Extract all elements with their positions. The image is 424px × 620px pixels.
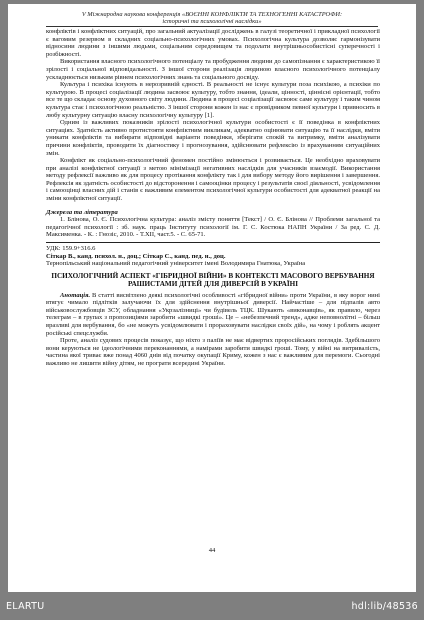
page-number: 44 — [208, 547, 216, 554]
running-header-line1: V Міжнародна наукова конференція «ВОЄННІ КОНФЛІКТИ ТА ТЕХНОГЕННІ КАТАСТРОФИ: — [81, 11, 343, 18]
document-page — [8, 4, 416, 592]
header-rule — [46, 26, 378, 27]
body-paragraph: Проте, аналіз судових процесів показує, що ніхто з паліїв не має відвертих проросійських поглядів. Здебільшого вони керуються не ідеологічними переконаннями, а намірами заробити швидкі гроші. Тому, у війні на витривалість, частина якої триває вже понад 4060 днів від початку окупації Криму, кожен з нас є важливим для перемоги. Сьогодні важливо не лишити війну дітям, не програти всередині України. — [46, 337, 380, 367]
abstract-text: В статті висвітлено деякі психологічні особливості «гібридної війни» проти України, в яку ворог нині втягує чимало підлітків залучаючи їх для здійснення внутрішньої диверсії. Найчастіше – для підпалів авто військовослужбовців ЗСУ, обладнання «Укрзалізниці» чи будівель ТЦК. Шукають «виконавців», як правило, через телеграм – в групах з пропозиціями заробити «швидкі гроші». Це – «небезпечний тренд», адже неповнолітні – більш вразливі для вербування, бо «не можуть усвідомлювати і прораховувати наслідки своїх дій», на чому і роблять акцент російські спецслужби. — [46, 291, 381, 337]
page-body — [46, 28, 380, 368]
body-paragraph: Культура і психіка існують в нерозривній єдності. В реальності не існує культури поза психікою, а психіки по культурою. В процесі соціалізації людина засвоює культуру, тобто знання, ідеали, цінності, ціннісні орієнтації, тобто все те що складає основу духовного світу людини. Людина в процесі соціалізації засвоює саме культуру і таким чином культура стає і психологічною реальністю. З іншої сторони кожен із нас є провідником певної культури і привносить в любу культурну ситуацію власну психологічну культуру [1]. — [46, 81, 380, 119]
footer-repository-label: ELARTU — [6, 601, 45, 612]
abstract-label: Анотація. — [60, 291, 91, 299]
article-title: ПСИХОЛОГІЧНИЙ АСПЕКТ «ГІБРИДНОЇ ВІЙНИ» В КОНТЕКСТІ МАСОВОГО ВЕРБУВАННЯ РАШИСТАМИ ДІТЕЙ ДЛЯ ДИВЕРСІЙ В УКРАЇНІ — [51, 271, 375, 289]
footer-handle: hdl:lib/48536 — [351, 601, 418, 612]
references-heading: Джерела та література — [46, 208, 118, 216]
article-separator — [46, 242, 380, 243]
article-authors: Сіткар В., канд. психол. н., доц.; Сіткар С., канд. пед. н., доц. — [46, 252, 226, 260]
body-paragraph: конфліктів і конфліктних ситуацій, про загальний актуалізації досліджень в галузі теоретичної і прикладної психології є вагомим резервом в складних соціально-психологічних умовах. Психологічна культура дозволяє гармонізувати відносини людини з іншими людьми, соціальним середовищем та подолати внутрішньособистісні суперечності і розбіжності. — [46, 28, 380, 58]
abstract-paragraph — [46, 292, 380, 338]
body-paragraph: Конфлікт як соціально-психологічний феномен постійно змінюється і розвивається. Це необхідно враховувати при аналізі конфліктної ситуації з метою мінімізації негативних наслідків для учасників взаємодії. Використання методу рефлексії важливо як для процесу протікання конфлікту так і для вибору методу його вирішення і завершення. Рефлексія як здатність особистості до відсторонення і самооцінки процесу і результатів своєї діяльності, усвідомлення і самооцінці власних дій і станів є важливим елементом психологічної культури особистості для адекватної реакції на зміни конфліктної ситуації. — [46, 157, 380, 203]
reference-item: 1. Блінова, О. Є. Психологічна культура: аналіз змісту поняття [Текст] / О. Є. Блінова // Проблеми загальної та педагогічної психології : зб. наук. праць Інституту психології ім. Г. С. Костюка НАПН України / За ред. С. Д. Максименка. - К. : Гнозіс, 2010. - Т.XII, част.5. - С. 65-71. — [46, 216, 380, 239]
running-header — [48, 11, 376, 25]
article-affiliation: Тернопільський національний педагогічний університет імені Володимира Гнатюка, Україна — [46, 260, 306, 268]
udc-code: УДК: 159.9+316.6 — [46, 245, 96, 253]
body-paragraph: Використання власного психологічного потенціалу та пробудження людини до самопізнання є характеристикою її зрілості і соціальної відповідальності. З іншої сторони реалізація людиною власного психологічного потенціалу ускладнюється низьким рівнем психологічних знань та соціального досвіду. — [46, 58, 380, 81]
body-paragraph: Одним із важливих показників зрілості психологічної культури особистості є її поведінка в конфліктних ситуаціях. Здатність активно протистояти конфліктним викликам, адекватно оцінювати ситуацію та її наслідки, вміти уникати конфліктів та вибирати відповідні варіанти поведінки, зберігати спокій та витримку, вміти аналізувати причини конфліктів, проводити їх діагностику і прогнозування, здійснювати рефлексію із врахуванням ситуаційних змін. — [46, 119, 380, 157]
running-header-line2: історичні та психологічні наслідки» — [162, 18, 262, 25]
